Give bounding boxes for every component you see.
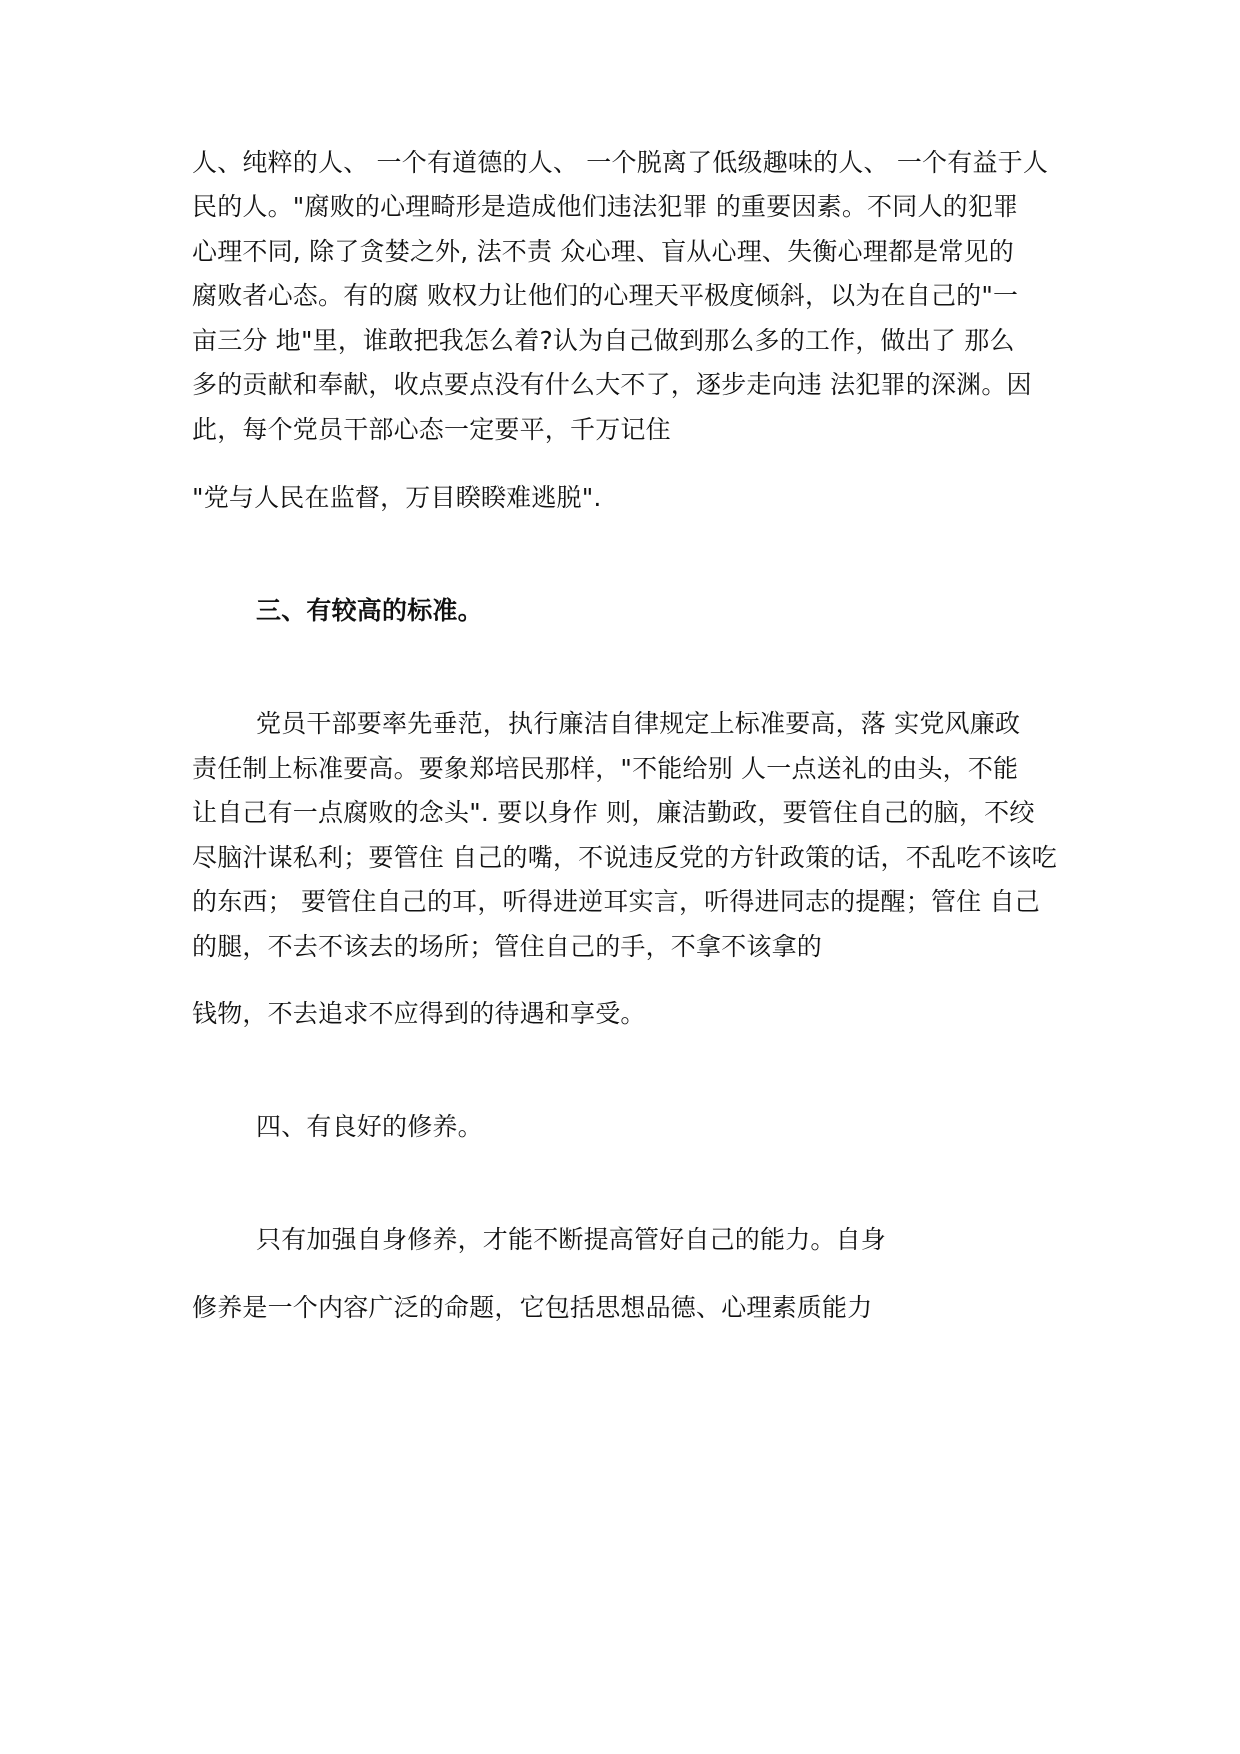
paragraph-line: 让自己有一点腐败的念头". 要以身作 则，廉洁勤政，要管住自己的脑，不绞 — [192, 798, 1035, 827]
section-heading: 四、有良好的修养。 — [256, 1112, 483, 1141]
paragraph-line: 修养是一个内容广泛的命题，它包括思想品德、心理素质能力 — [192, 1293, 873, 1322]
paragraph-line: 腐败者心态。有的腐 败权力让他们的心理天平极度倾斜，以为在自己的"一 — [192, 281, 1019, 310]
paragraph-line: 心理不同, 除了贪婪之外, 法不责 众心理、盲从心理、失衡心理都是常见的 — [192, 237, 1014, 266]
paragraph-line: 尽脑汁谋私利；要管住 自己的嘴，不说违反党的方针政策的话，不乱吃不该吃 — [192, 843, 1057, 872]
paragraph-line: 多的贡献和奉献，收点要点没有什么大不了，逐步走向违 法犯罪的深渊。因 — [192, 370, 1032, 399]
paragraph-line: 的东西； 要管住自己的耳，听得进逆耳实言，听得进同志的提醒；管住 自己 — [192, 887, 1040, 916]
paragraph-line: 责任制上标准要高。要象郑培民那样，"不能给别 人一点送礼的由头，不能 — [192, 754, 1019, 783]
paragraph-line: 钱物，不去追求不应得到的待遇和享受。 — [192, 999, 646, 1028]
paragraph-line: 亩三分 地"里，谁敢把我怎么着?认为自己做到那么多的工作，做出了 那么 — [192, 326, 1015, 355]
paragraph-line: 民的人。"腐败的心理畸形是造成他们违法犯罪 的重要因素。不同人的犯罪 — [192, 192, 1019, 221]
paragraph-line: 只有加强自身修养，才能不断提高管好自己的能力。自身 — [256, 1225, 887, 1254]
section-heading: 三、有较高的标准。 — [256, 596, 483, 625]
paragraph-line: 的腿，不去不该去的场所；管住自己的手，不拿不该拿的 — [192, 932, 823, 961]
paragraph-line: 人、纯粹的人、 一个有道德的人、 一个脱离了低级趣味的人、 一个有益于人 — [192, 148, 1049, 177]
quote-line: "党与人民在监督，万目睽睽难逃脱". — [192, 483, 602, 512]
paragraph-line: 此，每个党员干部心态一定要平，千万记住 — [192, 415, 671, 444]
paragraph-line: 党员干部要率先垂范，执行廉洁自律规定上标准要高，落 实党风廉政 — [256, 709, 1021, 738]
